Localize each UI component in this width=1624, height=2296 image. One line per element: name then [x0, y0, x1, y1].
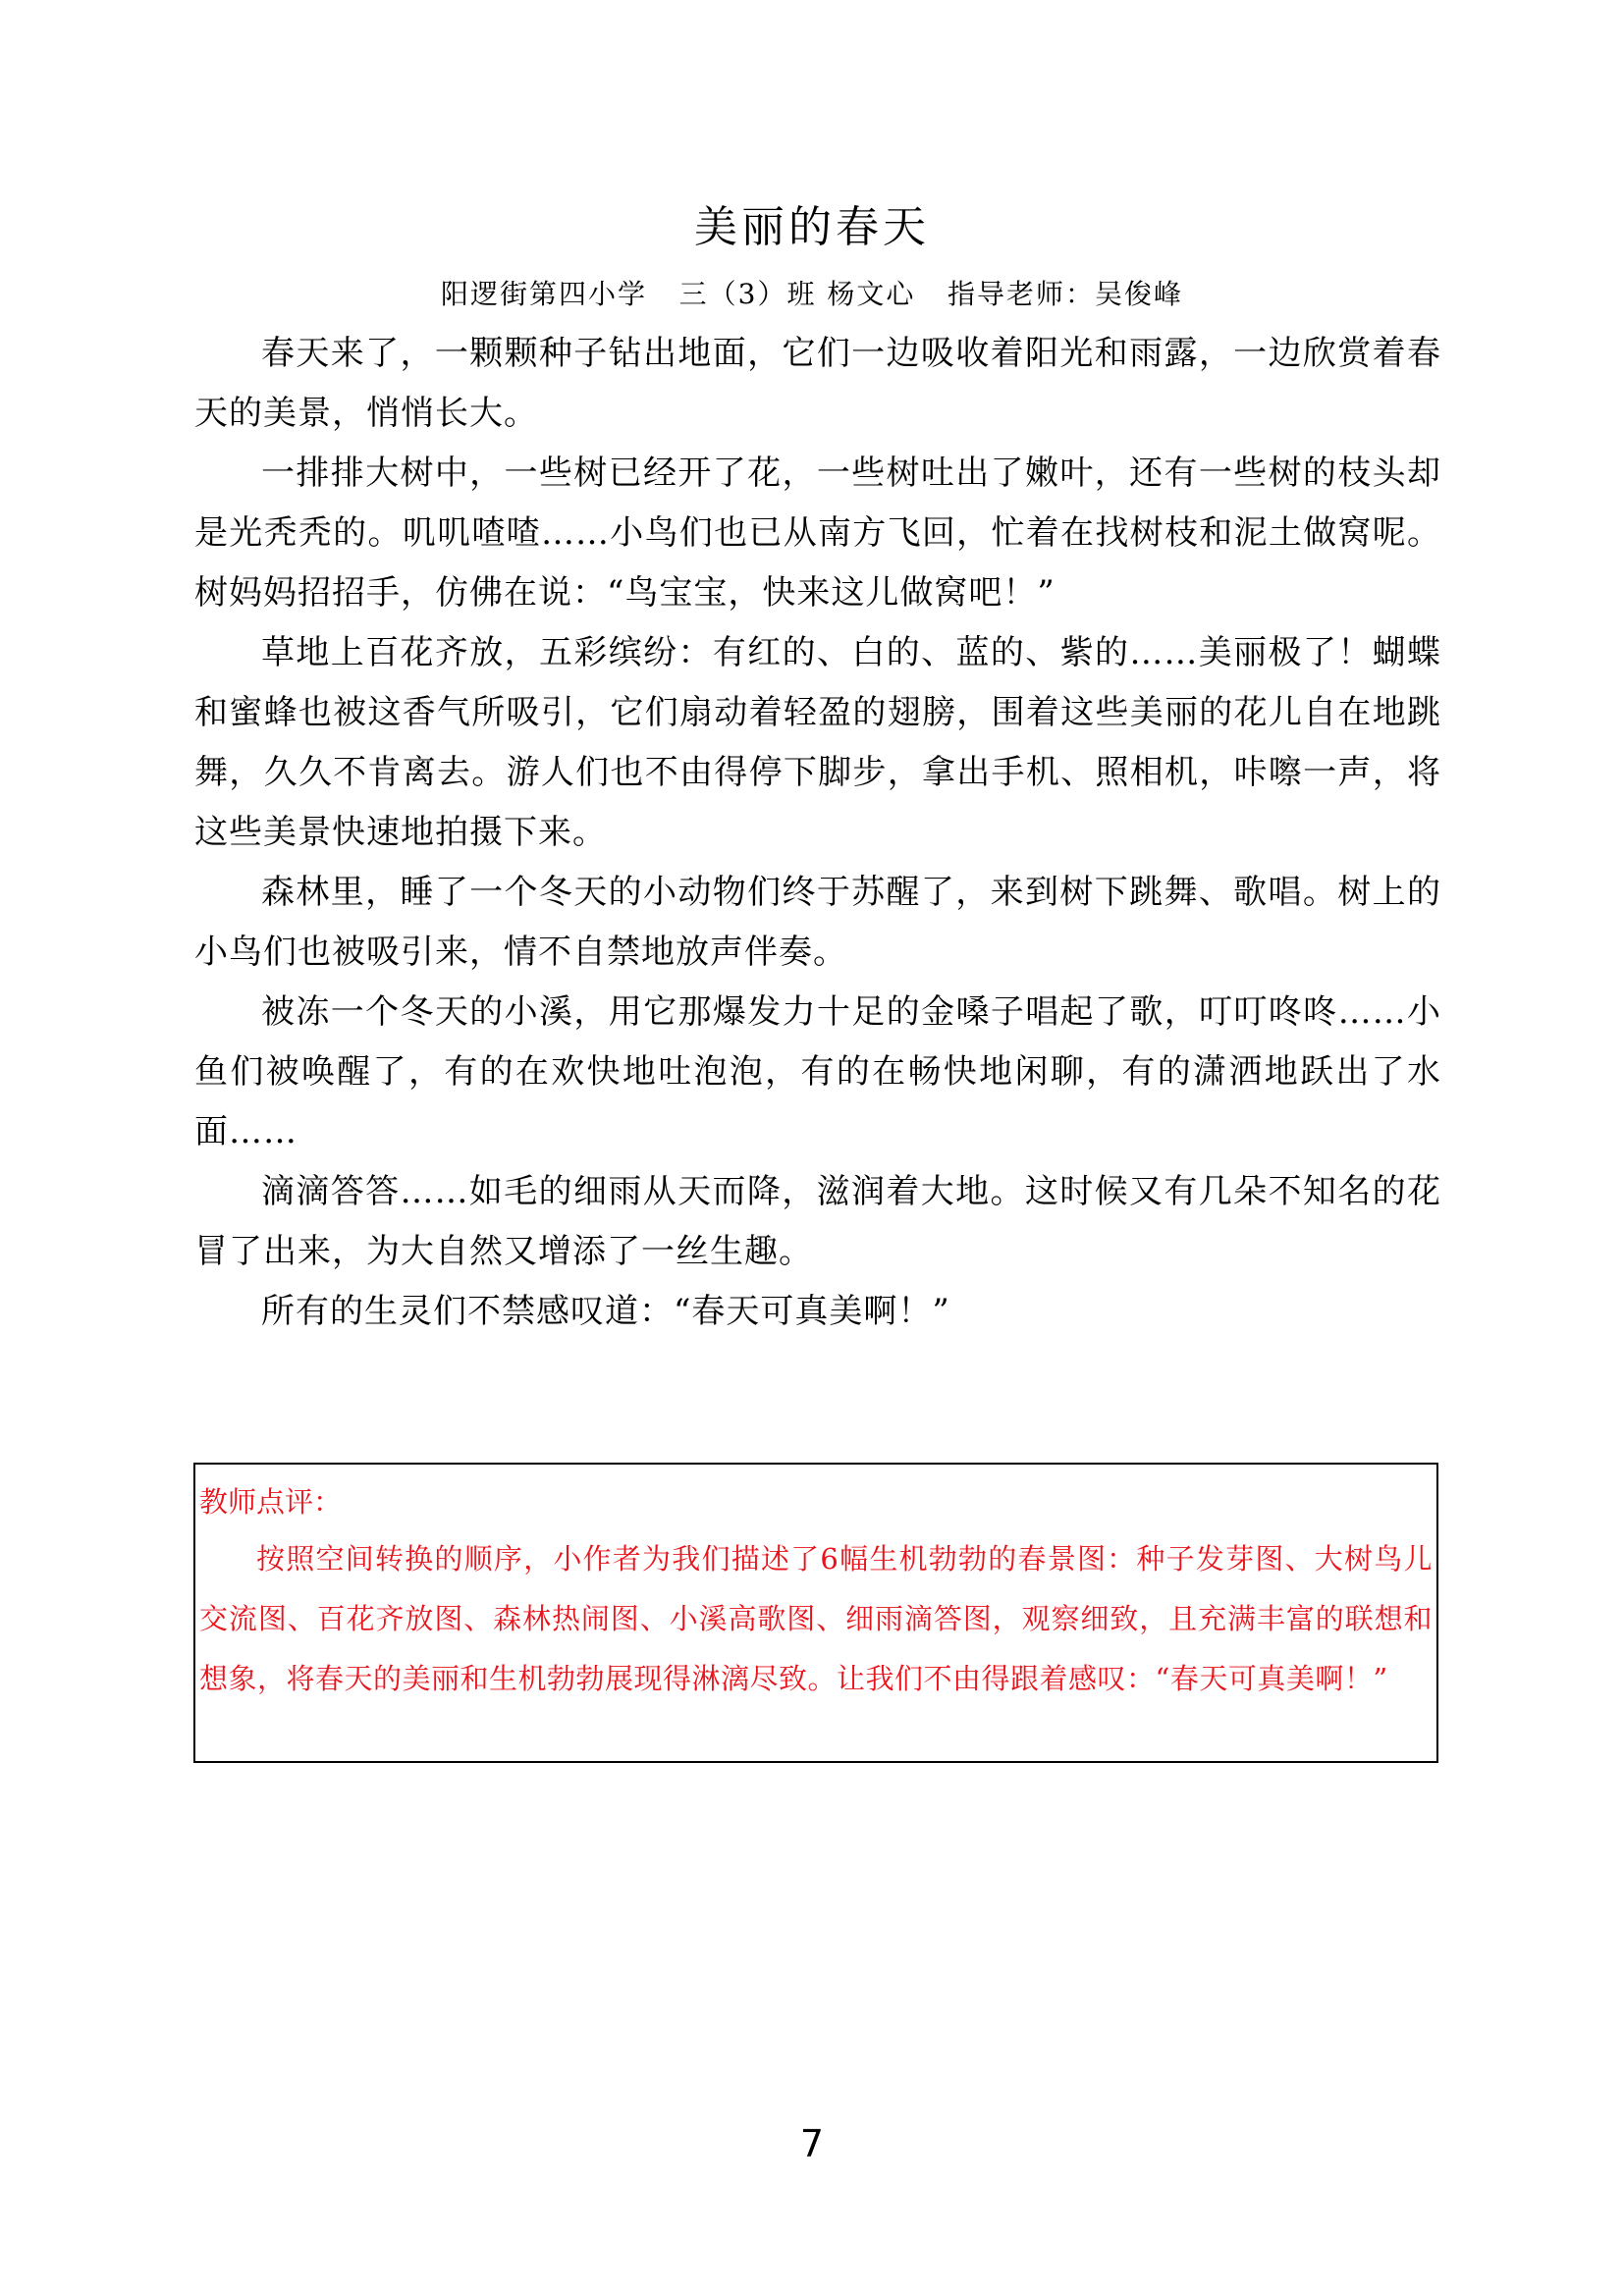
- essay-paragraph: 所有的生灵们不禁感叹道：“春天可真美啊！”: [261, 1292, 950, 1331]
- page-number: 7: [799, 2122, 825, 2165]
- teacher-comment-text: 按照空间转换的顺序，小作者为我们描述了6幅生机勃勃的春景图：种子发芽图、大树鸟儿交流图、百花齐放图、森林热闹图、小溪高歌图、细雨滴答图，观察细致，且充满丰富的联想和想象，将春天的美丽和生机勃勃展现得淋漓尽致。让我们不由得跟着感叹：“春天可真美啊！”: [199, 1542, 1433, 1695]
- essay-title: 美丽的春天: [694, 202, 930, 252]
- teacher-comment-box: [193, 1463, 1438, 1763]
- teacher-comment-heading: 教师点评：: [199, 1485, 343, 1519]
- essay-paragraph: 春天来了，一颗颗种子钻出地面，它们一边吸收着阳光和雨露，一边欣赏着春天的美景，悄悄长大。: [194, 334, 1441, 433]
- essay-paragraph: 被冻一个冬天的小溪，用它那爆发力十足的金嗓子唱起了歌，叮叮咚咚……小鱼们被唤醒了，有的在欢快地吐泡泡，有的在畅快地闲聊，有的潇洒地跃出了水面……: [194, 992, 1441, 1151]
- essay-paragraph: 森林里，睡了一个冬天的小动物们终于苏醒了，来到树下跳舞、歌唱。树上的小鸟们也被吸引来，情不自禁地放声伴奏。: [194, 873, 1441, 972]
- essay-byline: 阳逻街第四小学 三（3）班 杨文心 指导老师：吴俊峰: [440, 278, 1184, 310]
- essay-body: [194, 324, 1441, 1342]
- essay-paragraph: 草地上百花齐放，五彩缤纷：有红的、白的、蓝的、紫的……美丽极了！蝴蝶和蜜蜂也被这香气所吸引，它们扇动着轻盈的翅膀，围着这些美丽的花儿自在地跳舞，久久不肯离去。游人们也不由得停下脚步，拿出手机、照相机，咔嚓一声，将这些美景快速地拍摄下来。: [194, 633, 1441, 852]
- essay-paragraph: 滴滴答答……如毛的细雨从天而降，滋润着大地。这时候又有几朵不知名的花冒了出来，为大自然又增添了一丝生趣。: [194, 1172, 1441, 1271]
- essay-paragraph: 一排排大树中，一些树已经开了花，一些树吐出了嫩叶，还有一些树的枝头却是光秃秃的。叽叽喳喳……小鸟们也已从南方飞回，忙着在找树枝和泥土做窝呢。树妈妈招招手，仿佛在说：“鸟宝宝，快来这儿做窝吧！”: [194, 454, 1441, 613]
